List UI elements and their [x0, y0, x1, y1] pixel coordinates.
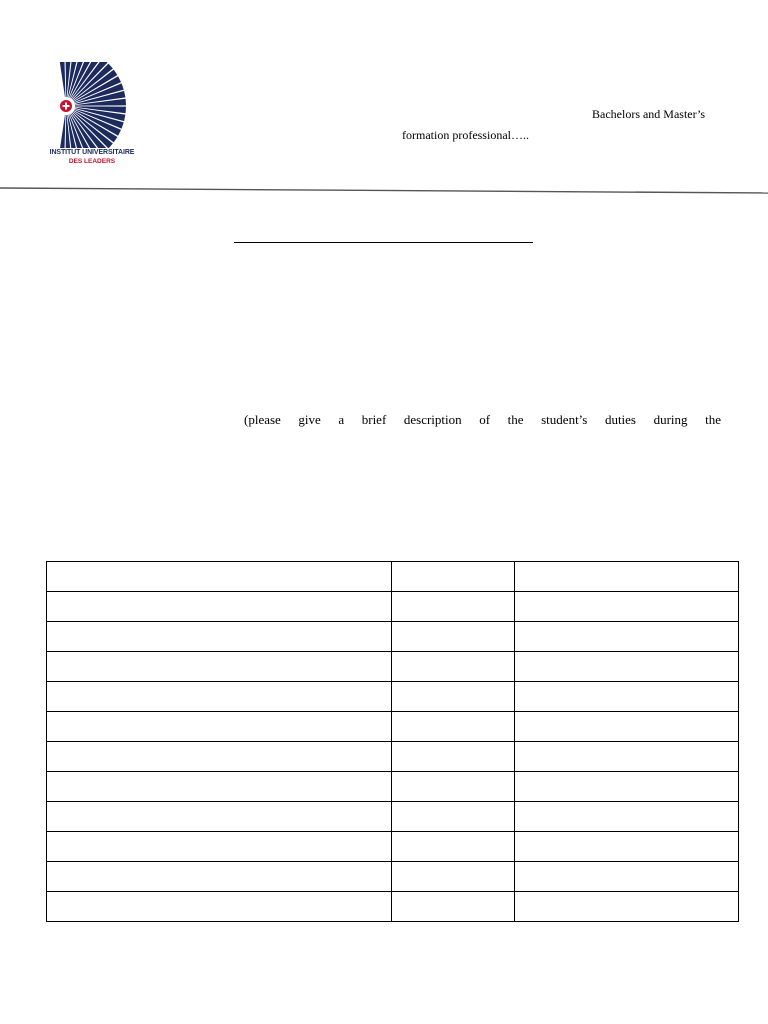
table-cell[interactable]	[392, 562, 515, 592]
title-underline	[234, 242, 533, 243]
table-cell[interactable]	[47, 802, 392, 832]
table-row	[47, 712, 739, 742]
table-row	[47, 862, 739, 892]
table-cell[interactable]	[47, 892, 392, 922]
table-cell[interactable]	[392, 742, 515, 772]
institution-logo	[42, 62, 142, 172]
header-divider	[0, 186, 768, 196]
table-row	[47, 832, 739, 862]
table-cell[interactable]	[392, 862, 515, 892]
table-cell[interactable]	[515, 622, 739, 652]
table-cell[interactable]	[47, 652, 392, 682]
table-cell[interactable]	[515, 892, 739, 922]
table-cell[interactable]	[392, 772, 515, 802]
table-cell[interactable]	[515, 772, 739, 802]
table-cell[interactable]	[47, 682, 392, 712]
table-row	[47, 742, 739, 772]
logo-ray	[57, 62, 65, 97]
logo-name-line1: INSTITUT UNIVERSITAIRE	[49, 149, 135, 156]
table-cell[interactable]	[515, 802, 739, 832]
table-cell[interactable]	[47, 862, 392, 892]
table-cell[interactable]	[392, 622, 515, 652]
header-programs-text: Bachelors and Master’s	[592, 107, 706, 121]
table-cell[interactable]	[515, 652, 739, 682]
table-row	[47, 622, 739, 652]
duties-instruction-text: (please give a brief description of the student’s duties during the	[244, 412, 721, 427]
table-cell[interactable]	[47, 832, 392, 862]
table-cell[interactable]	[47, 592, 392, 622]
table-cell[interactable]	[515, 682, 739, 712]
table-cell[interactable]	[392, 712, 515, 742]
table-row	[47, 892, 739, 922]
table-row	[47, 772, 739, 802]
sunburst-logo-icon	[48, 62, 136, 148]
table-cell[interactable]	[515, 712, 739, 742]
logo-name-line2: DES LEADERS	[68, 158, 116, 165]
table-row	[47, 682, 739, 712]
evaluation-table	[46, 561, 739, 922]
table-cell[interactable]	[47, 562, 392, 592]
table-cell[interactable]	[515, 832, 739, 862]
table-cell[interactable]	[47, 622, 392, 652]
table-cell[interactable]	[392, 652, 515, 682]
table-row	[47, 652, 739, 682]
table-row	[47, 592, 739, 622]
table-cell[interactable]	[515, 862, 739, 892]
table-row	[47, 562, 739, 592]
table-cell[interactable]	[392, 802, 515, 832]
header-subtitle-text: formation professional…..	[402, 128, 529, 142]
table-row	[47, 802, 739, 832]
table-cell[interactable]	[515, 592, 739, 622]
table-cell[interactable]	[47, 742, 392, 772]
table-cell[interactable]	[515, 742, 739, 772]
table-cell[interactable]	[392, 592, 515, 622]
table-cell[interactable]	[47, 772, 392, 802]
table-cell[interactable]	[392, 832, 515, 862]
table-cell[interactable]	[392, 892, 515, 922]
table-cell[interactable]	[515, 562, 739, 592]
logo-ray	[57, 115, 65, 148]
swiss-cross-v	[65, 103, 67, 110]
table-cell[interactable]	[47, 712, 392, 742]
table-cell[interactable]	[392, 682, 515, 712]
